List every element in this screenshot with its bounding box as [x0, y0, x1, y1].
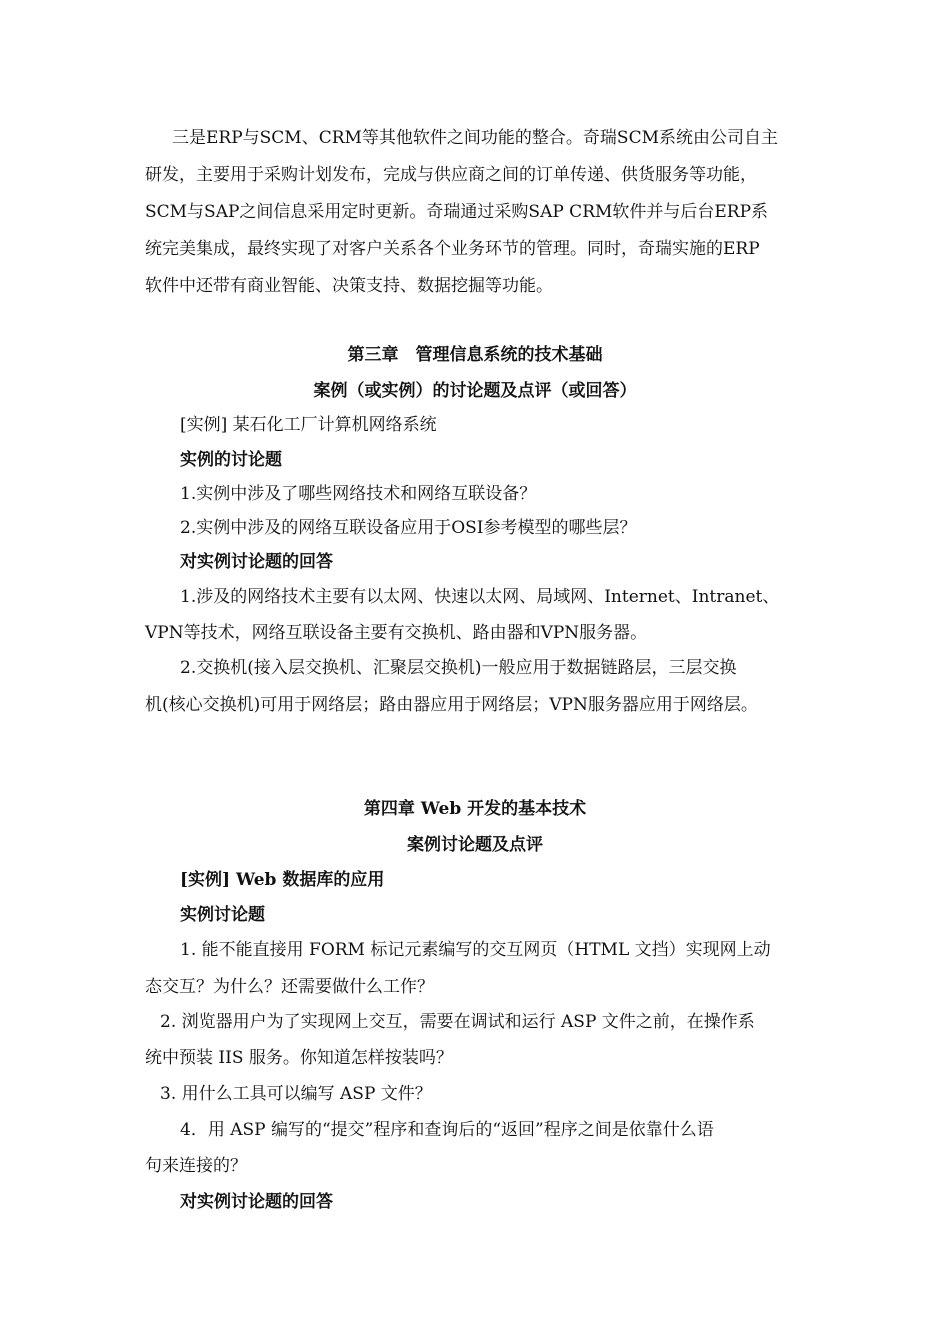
intro-line-3: SCM与SAP之间信息采用定时更新。奇瑞通过采购SAP CRM软件并与后台ERP系: [145, 202, 769, 222]
chapter3-questions-heading: 实例的讨论题: [180, 450, 282, 470]
intro-line-2: 研发，主要用于采购计划发布，完成与供应商之间的订单传递、供货服务等功能，: [145, 165, 757, 185]
chapter4-question-3: 3. 用什么工具可以编写 ASP 文件？: [160, 1084, 432, 1104]
chapter3-question-1: 1.实例中涉及了哪些网络技术和网络互联设备？: [180, 484, 537, 504]
intro-line-1: 三是ERP与SCM、CRM等其他软件之间功能的整合。奇瑞SCM系统由公司自主: [172, 128, 778, 148]
chapter3-case-title: [实例] 某石化工厂计算机网络系统: [180, 415, 437, 435]
chapter3-answer-line-4: 机(核心交换机)可用于网络层；路由器应用于网络层；VPN服务器应用于网络层。: [145, 695, 758, 715]
chapter4-questions-heading: 实例讨论题: [180, 905, 265, 925]
chapter4-question-1b: 态交互？为什么？还需要做什么工作？: [145, 977, 434, 997]
chapter4-question-4a: 4．用 ASP 编写的“提交”程序和查询后的“返回”程序之间是依靠什么语: [180, 1120, 714, 1140]
chapter3-title: 第三章 管理信息系统的技术基础: [347, 345, 603, 365]
intro-line-5: 软件中还带有商业智能、决策支持、数据挖掘等功能。: [145, 276, 553, 296]
chapter4-question-2b: 统中预装 IIS 服务。你知道怎样按装吗？: [145, 1048, 453, 1068]
chapter3-answers-heading: 对实例讨论题的回答: [180, 552, 333, 572]
chapter3-subtitle: 案例（或实例）的讨论题及点评（或回答）: [313, 381, 637, 401]
chapter4-question-2a: 2. 浏览器用户为了实现网上交互，需要在调试和运行 ASP 文件之前，在操作系: [160, 1012, 755, 1032]
chapter4-question-1a: 1. 能不能直接用 FORM 标记元素编写的交互网页（HTML 文挡）实现网上动: [180, 940, 771, 960]
intro-line-4: 统完美集成，最终实现了对客户关系各个业务环节的管理。同时，奇瑞实施的ERP: [145, 239, 760, 259]
chapter3-answer-line-2: VPN等技术，网络互联设备主要有交换机、路由器和VPN服务器。: [145, 623, 648, 643]
chapter3-answer-line-3: 2.交换机(接入层交换机、汇聚层交换机)一般应用于数据链路层，三层交换: [180, 658, 737, 678]
chapter3-answer-line-1: 1.涉及的网络技术主要有以太网、快速以太网、局域网、Internet、Intranet、: [180, 587, 780, 607]
chapter4-case-title: [实例] Web 数据库的应用: [180, 870, 385, 890]
chapter4-answers-heading: 对实例讨论题的回答: [180, 1192, 333, 1212]
chapter4-subtitle: 案例讨论题及点评: [407, 835, 543, 855]
chapter4-question-4b: 句来连接的？: [145, 1156, 247, 1176]
chapter3-question-2: 2.实例中涉及的网络互联设备应用于OSI参考模型的哪些层？: [180, 518, 637, 538]
chapter4-title: 第四章 Web 开发的基本技术: [363, 799, 587, 819]
